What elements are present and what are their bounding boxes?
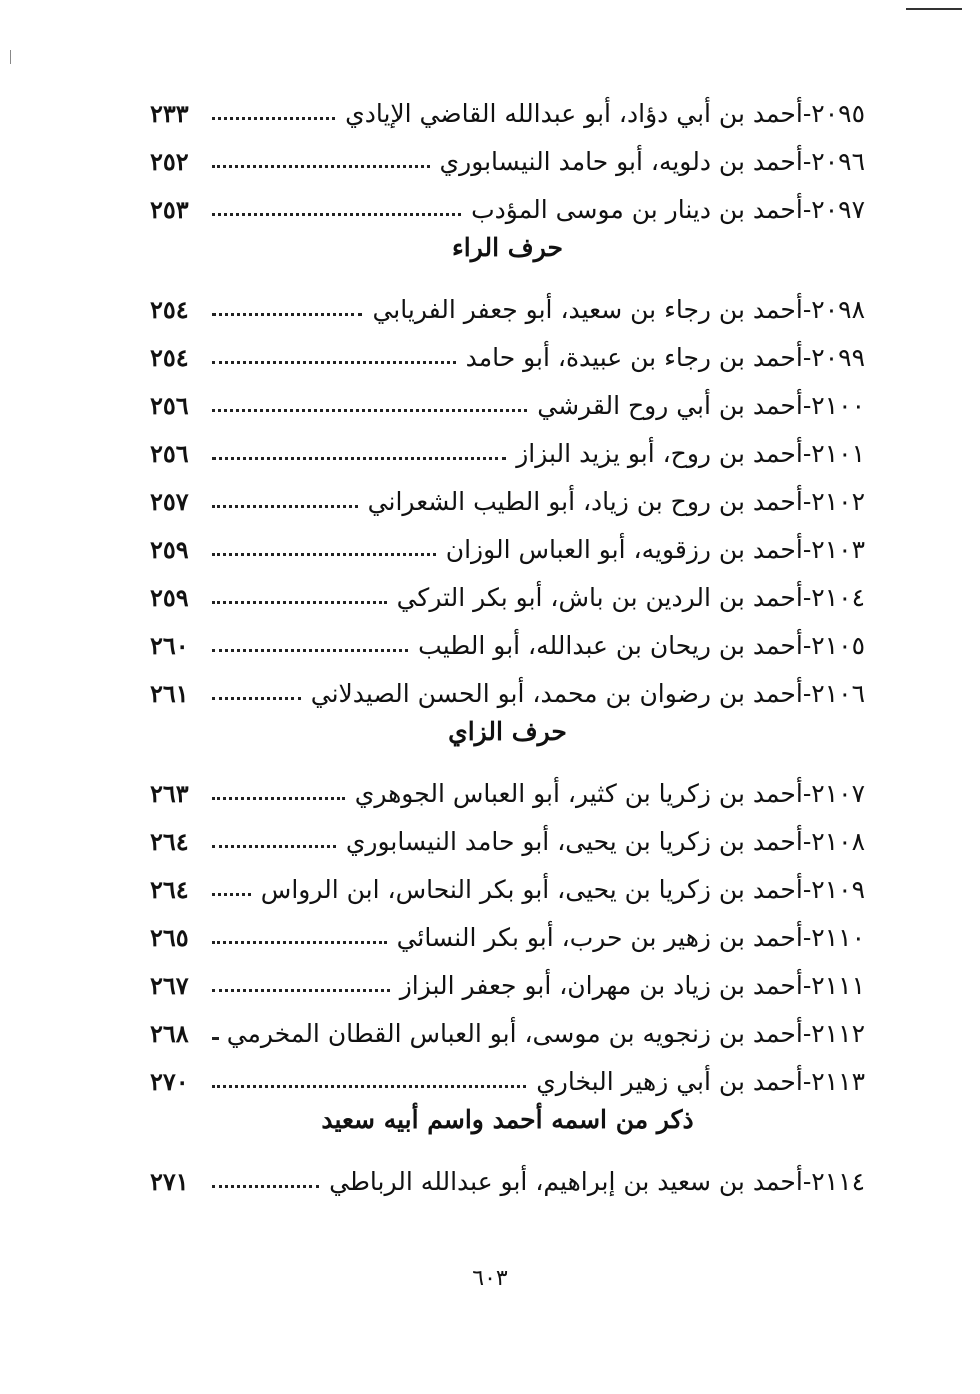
entry-number: ٢٠٩٧- (802, 195, 865, 224)
entry-page-number: ٢٥٧ (150, 487, 189, 516)
toc-entry (150, 274, 865, 322)
toc-entry (150, 1046, 865, 1094)
toc-entry (150, 758, 865, 806)
entry-title: أحمد بن زكريا بن يحيى، أبو بكر النحاس، ابن الرواس (260, 875, 803, 904)
entry-page-number: ٢٥٤ (150, 295, 189, 324)
toc-entry (150, 562, 865, 610)
entry-page-number: ٢٦٤ (150, 875, 189, 904)
dot-leader (212, 941, 387, 944)
entry-page-number: ٢٣٣ (150, 99, 189, 128)
dot-leader (212, 797, 345, 800)
dot-leader (212, 845, 336, 848)
entry-page-number: ٢٥٦ (150, 439, 189, 468)
dot-leader (212, 361, 456, 364)
entry-title: أحمد بن زكريا بن يحيى، أبو حامد النيسابوري (345, 827, 803, 856)
entry-number: ٢١١٢- (802, 1019, 865, 1048)
entry-page-number: ٢٥٩ (150, 535, 189, 564)
dot-leader (212, 409, 527, 412)
entry-title: أحمد بن رجاء بن عبيدة، أبو حامد (465, 343, 803, 372)
dot-leader (212, 213, 461, 216)
scan-edge-mark-left (10, 50, 11, 64)
toc-entry (150, 466, 865, 514)
entry-title: أحمد بن ريحان بن عبدالله، أبو الطيب (418, 631, 803, 660)
entry-page-number: ٢٥٣ (150, 195, 189, 224)
entry-page-number: ٢٦٧ (150, 971, 189, 1000)
entry-number: ٢١٠٥- (802, 631, 865, 660)
entry-number: ٢١٠٦- (802, 679, 865, 708)
entry-number: ٢٠٩٩- (802, 343, 865, 372)
dot-leader (212, 601, 387, 604)
entry-number: ٢٠٩٨- (802, 295, 865, 324)
dot-leader (212, 1085, 526, 1088)
entry-title: أحمد بن زكريا بن كثير، أبو العباس الجوهري (354, 779, 803, 808)
entry-title: أحمد بن روح، أبو يزيد البزاز (516, 439, 803, 468)
entry-title: أحمد بن أبي دؤاد، أبو عبدالله القاضي الإيادي (345, 99, 803, 128)
toc-entry (150, 322, 865, 370)
entry-title: أحمد بن الردين بن باش، أبو بكر التركي (396, 583, 803, 612)
entry-number: ٢١١٣- (802, 1067, 865, 1096)
entry-title: أحمد بن سعيد بن إبراهيم، أبو عبدالله الرباطي (329, 1167, 803, 1196)
entry-title: أحمد بن روح بن زياد، أبو الطيب الشعراني (367, 487, 803, 516)
entry-page-number: ٢٥٦ (150, 391, 189, 420)
entry-number: ٢١٠٠- (802, 391, 865, 420)
dot-leader (212, 313, 362, 316)
dot-leader (212, 649, 408, 652)
entry-number: ٢١٠٣- (802, 535, 865, 564)
toc-entry (150, 854, 865, 902)
dot-leader (212, 1037, 217, 1040)
toc-entry (150, 806, 865, 854)
toc-entry (150, 902, 865, 950)
section-heading: ذكر من اسمه أحمد واسم أبيه سعيد (321, 1105, 694, 1134)
section-heading: حرف الزاي (448, 717, 567, 746)
entry-title: أحمد بن زياد بن مهران، أبو جعفر البزاز (399, 971, 803, 1000)
dot-leader (212, 165, 430, 168)
scan-edge-mark (906, 8, 962, 10)
entry-number: ٢١١٠- (802, 923, 865, 952)
dot-leader (212, 553, 436, 556)
entry-number: ٢١٠٢- (802, 487, 865, 516)
toc-entry (150, 610, 865, 658)
entry-title: أحمد بن دلويه، أبو حامد النيسابوري (439, 147, 803, 176)
entry-page-number: ٢٦٤ (150, 827, 189, 856)
toc-entry (150, 418, 865, 466)
page-number: ٦٠٣ (472, 1266, 508, 1291)
section-heading: حرف الراء (452, 233, 563, 262)
dot-leader (212, 989, 390, 992)
entry-number: ٢١٠٤- (802, 583, 865, 612)
toc-entry (150, 1146, 865, 1194)
toc-entry (150, 174, 865, 222)
entry-page-number: ٢٧١ (150, 1167, 189, 1196)
entry-page-number: ٢٦٨ (150, 1019, 189, 1048)
entry-title: أحمد بن زهير بن حرب، أبو بكر النسائي (396, 923, 803, 952)
entry-page-number: ٢٦١ (150, 679, 189, 708)
entry-number: ٢١٠٩- (802, 875, 865, 904)
entry-title: أحمد بن رجاء بن سعيد، أبو جعفر الفريابي (372, 295, 803, 324)
toc-entry (150, 950, 865, 998)
toc-entry (150, 658, 865, 706)
entry-title: أحمد بن زنجويه بن موسى، أبو العباس القطان المخرمي (226, 1019, 803, 1048)
entry-title: أحمد بن دينار بن موسى المؤدب (471, 195, 803, 224)
toc-entry (150, 514, 865, 562)
dot-leader (212, 697, 301, 700)
entry-page-number: ٢٦٠ (150, 631, 189, 660)
entry-page-number: ٢٥٩ (150, 583, 189, 612)
entry-number: ٢١٠٨- (802, 827, 865, 856)
entry-number: ٢١١١- (802, 971, 865, 1000)
dot-leader (212, 893, 251, 896)
entry-page-number: ٢٧٠ (150, 1067, 189, 1096)
entry-title: أحمد بن رضوان بن محمد، أبو الحسن الصيدلاني (310, 679, 803, 708)
entry-number: ٢٠٩٦- (802, 147, 865, 176)
table-of-contents (150, 78, 865, 1194)
entry-number: ٢١٠٧- (802, 779, 865, 808)
dot-leader (212, 505, 358, 508)
entry-page-number: ٢٦٥ (150, 923, 189, 952)
toc-entry (150, 998, 865, 1046)
entry-title: أحمد بن رزقويه، أبو العباس الوزان (445, 535, 803, 564)
toc-entry (150, 126, 865, 174)
toc-entry (150, 78, 865, 126)
entry-title: أحمد بن أبي زهير البخاري (536, 1067, 803, 1096)
entry-page-number: ٢٥٢ (150, 147, 189, 176)
entry-number: ٢١٠١- (802, 439, 865, 468)
dot-leader (212, 117, 335, 120)
toc-entry (150, 370, 865, 418)
entry-page-number: ٢٥٤ (150, 343, 189, 372)
entry-title: أحمد بن أبي روح القرشي (537, 391, 803, 420)
entry-number: ٢١١٤- (802, 1167, 865, 1196)
dot-leader (212, 1185, 319, 1188)
dot-leader (212, 457, 506, 460)
entry-number: ٢٠٩٥- (802, 99, 865, 128)
entry-page-number: ٢٦٣ (150, 779, 189, 808)
